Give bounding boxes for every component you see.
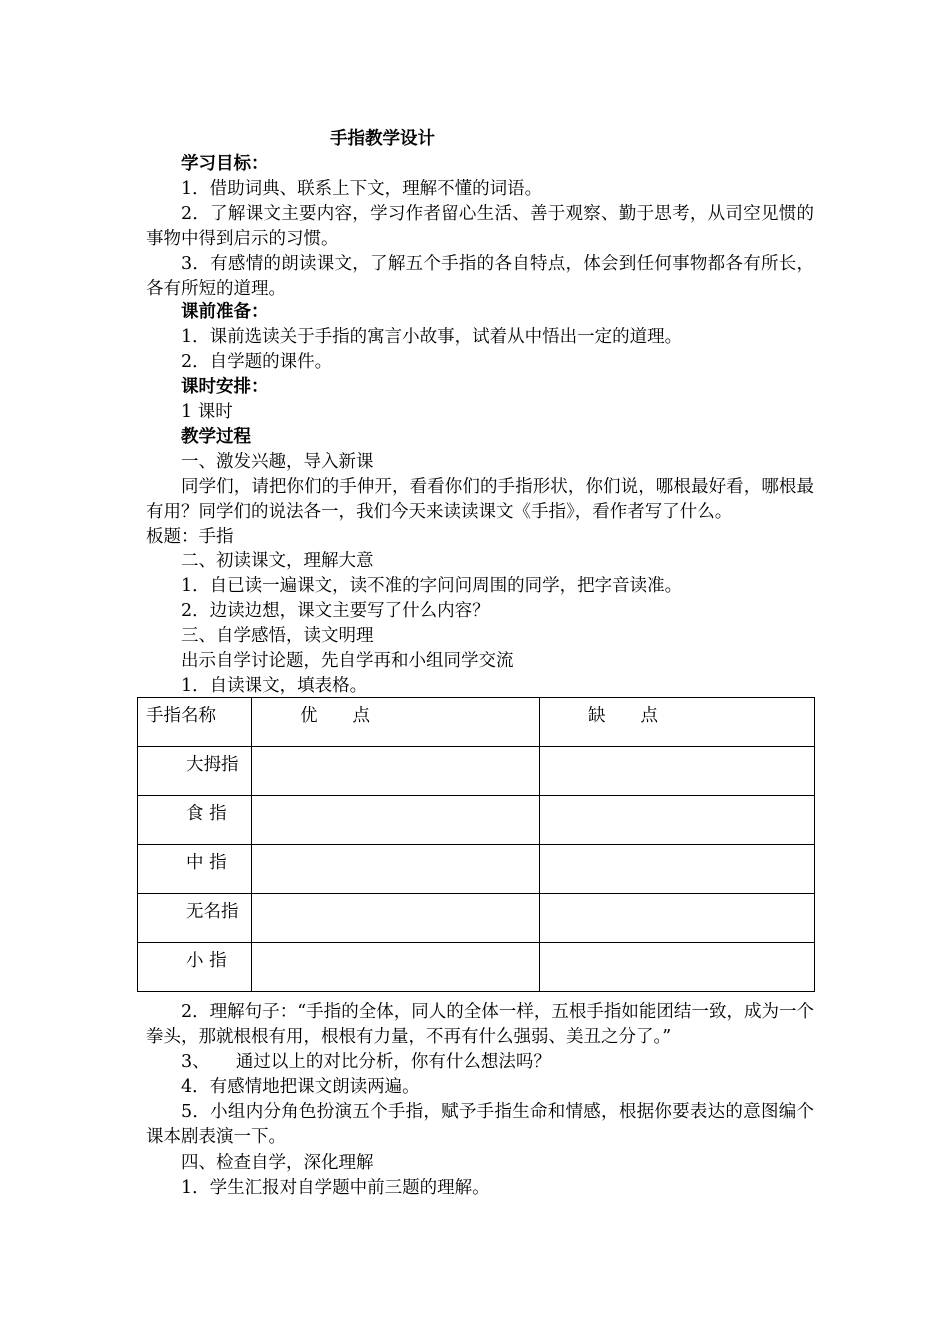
step3-title: 三、自学感悟，读文明理: [181, 626, 374, 646]
finger-name-cell: 小 指: [138, 943, 252, 992]
table-row: [138, 796, 815, 845]
step2-item: 2．边读边想，课文主要写了什么内容？: [181, 601, 490, 621]
step3-item: 1．自读课文，填表格。: [181, 676, 368, 696]
step3-item: 4．有感情地把课文朗读两遍。: [181, 1077, 420, 1097]
step2-item: 1．自已读一遍课文，读不准的字问问周围的同学，把字音读准。: [181, 576, 683, 596]
goal-item: 2．了解课文主要内容，学习作者留心生活、善于观察、勤于思考，从司空见惯的事物中得到启示的习惯。: [146, 204, 814, 249]
advantage-cell: [252, 747, 540, 796]
table-row: [138, 894, 815, 943]
disadvantage-cell: [540, 747, 815, 796]
advantage-cell: [252, 943, 540, 992]
process-heading: 教学过程: [181, 427, 251, 447]
table-row: [138, 943, 815, 992]
finger-name-cell: 无名指: [138, 894, 252, 943]
advantage-cell: [252, 796, 540, 845]
goal-item: 3．有感情的朗读课文，了解五个手指的各自特点，体会到任何事物都各有所长，各有所短的道理。: [146, 254, 814, 299]
schedule-heading: 课时安排：: [181, 377, 269, 397]
prep-item: 1．课前选读关于手指的寓言小故事，试着从中悟出一定的道理。: [181, 327, 683, 347]
goal-item: 1．借助词典、联系上下文，理解不懂的词语。: [181, 179, 543, 199]
table-header: 优 点: [252, 698, 540, 747]
table-row: [138, 747, 815, 796]
step3-intro: 出示自学讨论题，先自学再和小组同学交流: [181, 651, 514, 671]
disadvantage-cell: [540, 796, 815, 845]
finger-name-cell: 中 指: [138, 845, 252, 894]
step3-item: 2．理解句子：“手指的全体，同人的全体一样，五根手指如能团结一致，成为一个拳头，那就根根有用，根根有力量，不再有什么强弱、美丑之分了。”: [146, 1002, 814, 1047]
table-row: [138, 845, 815, 894]
finger-name-cell: 食 指: [138, 796, 252, 845]
schedule-value: 1 课时: [181, 402, 233, 422]
disadvantage-cell: [540, 943, 815, 992]
finger-table: [137, 697, 815, 992]
step1-text: 同学们，请把你们的手伸开，看看你们的手指形状，你们说，哪根最好看，哪根最有用？同学们的说法各一，我们今天来读读课文《手指》，看作者写了什么。: [146, 477, 814, 522]
table-header-row: [138, 698, 815, 747]
disadvantage-cell: [540, 894, 815, 943]
disadvantage-cell: [540, 845, 815, 894]
advantage-cell: [252, 845, 540, 894]
step1-title: 一、激发兴趣，导入新课: [181, 452, 374, 472]
step1-board: 板题：手指: [146, 527, 234, 547]
goals-heading: 学习目标：: [181, 154, 269, 174]
prep-item: 2．自学题的课件。: [181, 352, 333, 372]
step3-item: 5．小组内分角色扮演五个手指，赋予手指生命和情感，根据你要表达的意图编个课本剧表演一下。: [146, 1102, 814, 1147]
step3-item: 3、 通过以上的对比分析，你有什么想法吗？: [181, 1052, 551, 1072]
table-header: 缺 点: [540, 698, 815, 747]
finger-name-cell: 大拇指: [138, 747, 252, 796]
step4-item: 1．学生汇报对自学题中前三题的理解。: [181, 1178, 490, 1198]
advantage-cell: [252, 894, 540, 943]
prep-heading: 课前准备：: [181, 302, 269, 322]
step4-title: 四、检查自学，深化理解: [181, 1153, 374, 1173]
step2-title: 二、初读课文，理解大意: [181, 551, 374, 571]
table-header: 手指名称: [138, 698, 252, 747]
document-title: 手指教学设计: [330, 129, 435, 149]
